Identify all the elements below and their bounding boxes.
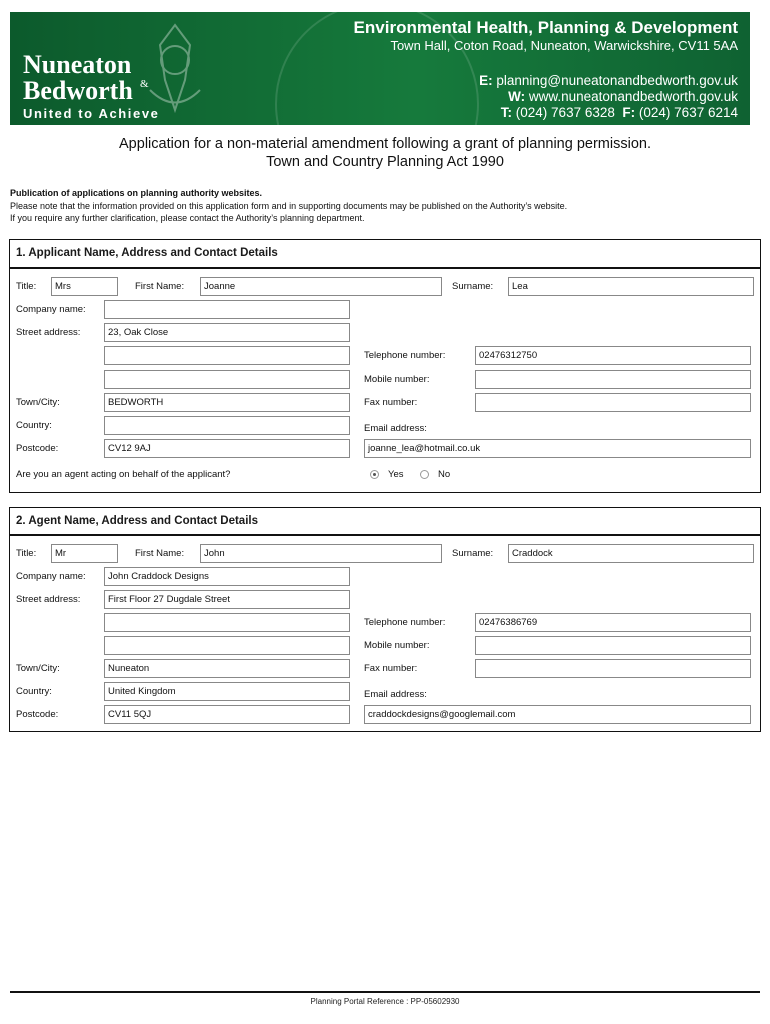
agent-street3-field[interactable] [104,636,350,655]
company-label: Company name: [16,304,86,315]
postcode-label: Postcode: [16,709,59,720]
applicant-street2-field[interactable] [104,346,350,365]
agent-section [9,507,761,732]
surname-label: Surname: [452,281,494,292]
agent-surname-field[interactable]: Craddock [508,544,754,563]
email-label: Email address: [364,423,427,434]
applicant-company-field[interactable] [104,300,350,319]
country-label: Country: [16,420,52,431]
title-label: Title: [16,548,37,559]
mobile-label: Mobile number: [364,374,430,385]
fax-prefix: F: [622,105,636,120]
contact-website[interactable]: www.nuneatonandbedworth.gov.uk [528,89,738,104]
section-heading: 2. Agent Name, Address and Contact Details [16,515,258,527]
fax-label: Fax number: [364,663,418,674]
surname-label: Surname: [452,548,494,559]
street-label: Street address: [16,327,81,338]
agent-yes-label: Yes [388,469,404,480]
contact-fax: (024) 7637 6214 [638,105,738,120]
applicant-mobile-field[interactable] [475,370,751,389]
applicant-town-field[interactable]: BEDWORTH [104,393,350,412]
publication-line2: If you require any further clarification, please contact the Authority’s planning department. [10,213,365,223]
applicant-title-field[interactable]: Mrs [51,277,118,296]
applicant-fax-field[interactable] [475,393,751,412]
applicant-postcode-field[interactable]: CV12 9AJ [104,439,350,458]
org-name-line1: Nuneaton [23,50,132,79]
agent-no-radio[interactable] [420,470,429,479]
first-name-label: First Name: [135,548,185,559]
telephone-label: Telephone number: [364,350,446,361]
applicant-country-field[interactable] [104,416,350,435]
department-address: Town Hall, Coton Road, Nuneaton, Warwickshire, CV11 5AA [390,38,738,53]
crest-icon [130,20,220,120]
agent-street2-field[interactable] [104,613,350,632]
town-label: Town/City: [16,663,60,674]
fax-label: Fax number: [364,397,418,408]
title-label: Title: [16,281,37,292]
country-label: Country: [16,686,52,697]
header-banner [10,12,750,125]
footer-divider [10,991,760,993]
agent-postcode-field[interactable]: CV11 5QJ [104,705,350,724]
page-subtitle: Town and Country Planning Act 1990 [266,154,504,170]
agent-first-name-field[interactable]: John [200,544,442,563]
publication-line1: Please note that the information provided on this application form and in supporting documents may be published on the Authority’s website. [10,200,568,211]
agent-yes-radio[interactable] [370,470,379,479]
phone-line [501,105,738,120]
publication-notice [10,187,567,225]
first-name-label: First Name: [135,281,185,292]
email-line [479,73,738,88]
agent-mobile-field[interactable] [475,636,751,655]
agent-email-field[interactable]: craddockdesigns@googlemail.com [364,705,751,724]
department-name: Environmental Health, Planning & Development [353,18,738,37]
applicant-first-name-field[interactable]: Joanne [200,277,442,296]
applicant-street3-field[interactable] [104,370,350,389]
mobile-label: Mobile number: [364,640,430,651]
tel-prefix: T: [500,105,513,120]
applicant-telephone-field[interactable]: 02476312750 [475,346,751,365]
agent-telephone-field[interactable]: 02476386769 [475,613,751,632]
agent-company-field[interactable]: John Craddock Designs [104,567,350,586]
applicant-section [9,239,761,493]
agent-street1-field[interactable]: First Floor 27 Dugdale Street [104,590,350,609]
agent-country-field[interactable]: United Kingdom [104,682,350,701]
telephone-label: Telephone number: [364,617,446,628]
agent-no-label: No [438,469,451,480]
section-divider [10,534,760,536]
agent-fax-field[interactable] [475,659,751,678]
page-title: Application for a non-material amendment following a grant of planning permission. [119,136,651,152]
town-label: Town/City: [16,397,60,408]
agent-town-field[interactable]: Nuneaton [104,659,350,678]
street-label: Street address: [16,594,81,605]
org-name-amp: & [140,78,149,90]
portal-reference: Planning Portal Reference : PP-05602930 [310,997,460,1006]
applicant-street1-field[interactable]: 23, Oak Close [104,323,350,342]
section-divider [10,267,760,269]
tagline: United to Achieve [23,106,160,121]
company-label: Company name: [16,571,86,582]
org-name-line2: Bedworth [23,76,133,105]
postcode-label: Postcode: [16,443,59,454]
web-prefix: W: [508,89,526,104]
applicant-surname-field[interactable]: Lea [508,277,754,296]
applicant-email-field[interactable]: joanne_lea@hotmail.co.uk [364,439,751,458]
email-label: Email address: [364,689,427,700]
web-line [508,89,738,104]
agent-question: Are you an agent acting on behalf of the applicant? [16,469,231,480]
contact-email[interactable]: planning@nuneatonandbedworth.gov.uk [496,73,738,88]
section-heading: 1. Applicant Name, Address and Contact Details [16,247,278,259]
agent-title-field[interactable]: Mr [51,544,118,563]
email-prefix: E: [479,73,493,88]
publication-heading: Publication of applications on planning authority websites. [10,188,263,198]
contact-telephone: (024) 7637 6328 [515,105,615,120]
